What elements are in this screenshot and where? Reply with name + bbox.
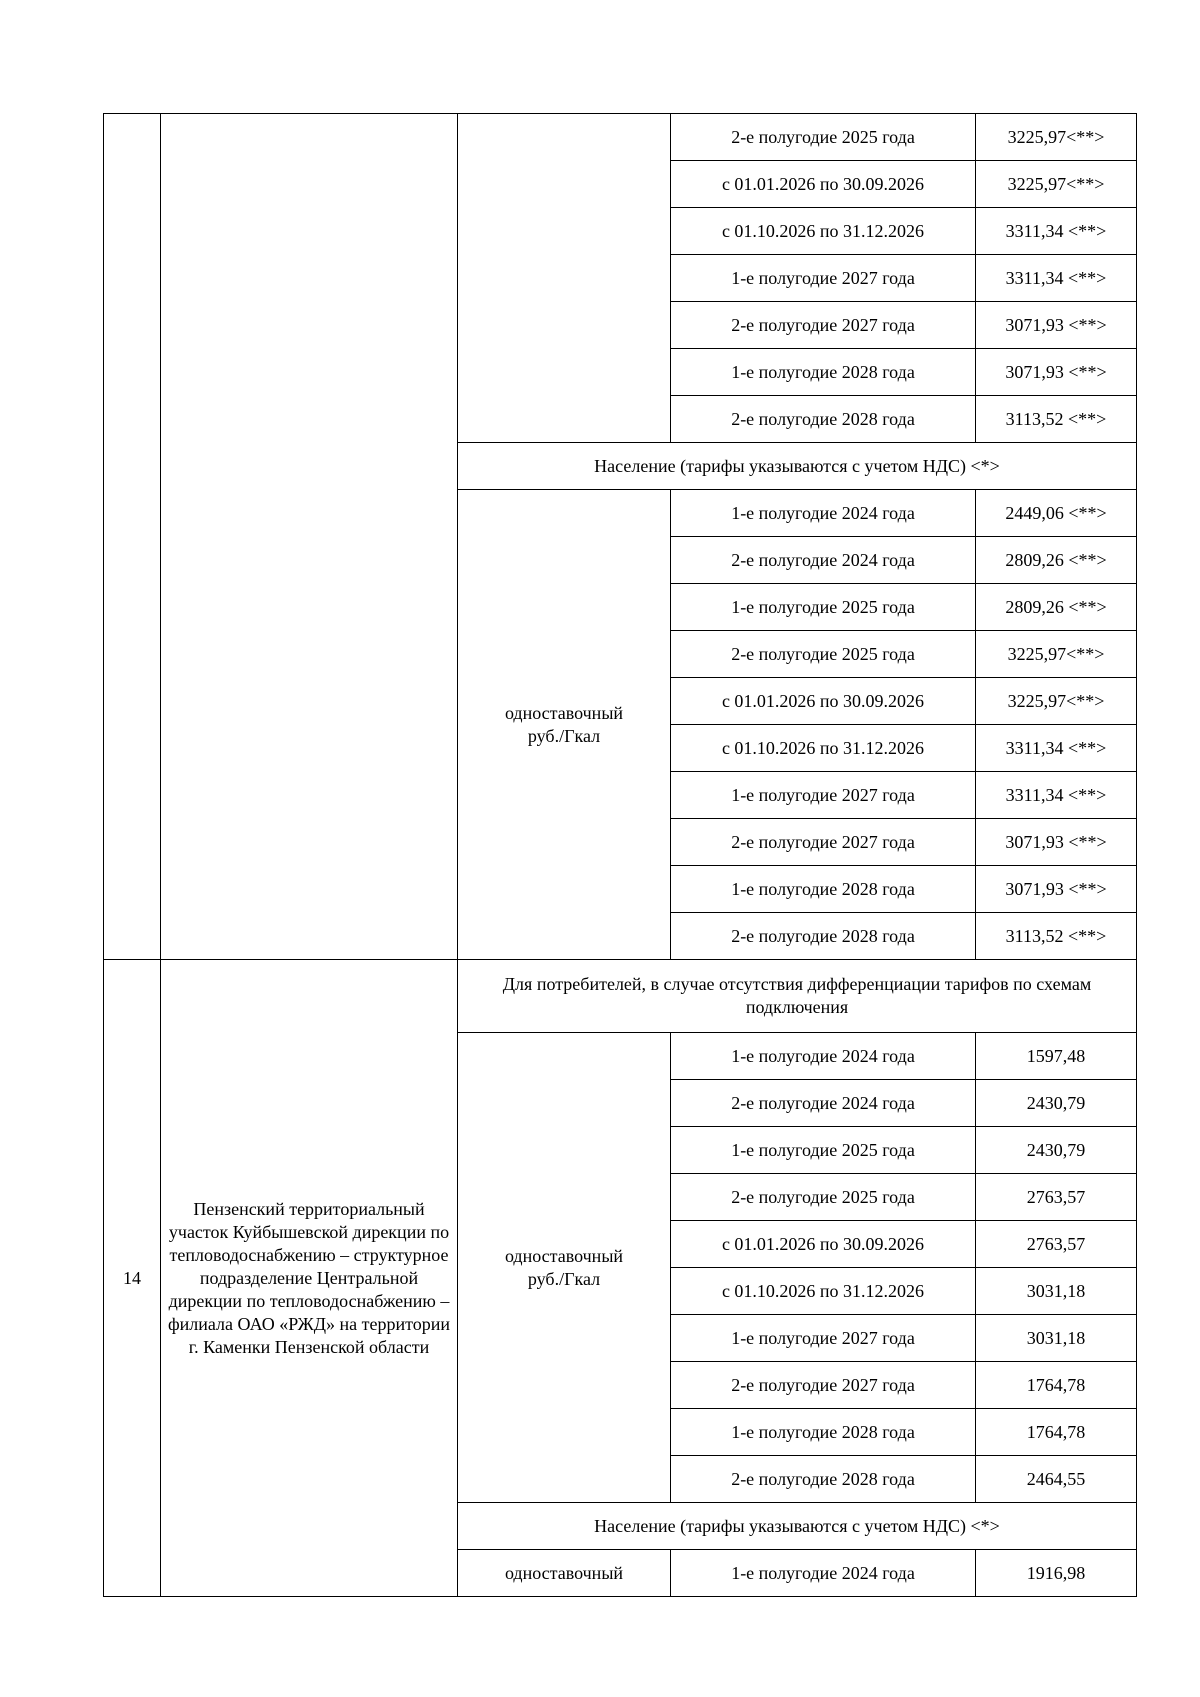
- period-cell: 1-е полугодие 2027 года: [671, 772, 976, 819]
- rate-unit-label: руб./Гкал: [527, 725, 601, 746]
- period-cell: 2-е полугодие 2028 года: [671, 913, 976, 960]
- value-cell: 2464,55: [976, 1456, 1137, 1503]
- rate-type-label: одноставочный: [504, 702, 624, 723]
- value-cell: 3311,34 <**>: [976, 725, 1137, 772]
- value-cell: 3225,97<**>: [976, 631, 1137, 678]
- value-cell: 3311,34 <**>: [976, 208, 1137, 255]
- period-cell: с 01.10.2026 по 31.12.2026: [671, 725, 976, 772]
- period-cell: 1-е полугодие 2025 года: [671, 584, 976, 631]
- value-cell: 3071,93 <**>: [976, 819, 1137, 866]
- period-cell: 1-е полугодие 2024 года: [671, 490, 976, 537]
- value-cell: 3071,93 <**>: [976, 866, 1137, 913]
- table-row: [104, 114, 1137, 161]
- value-cell: 3071,93 <**>: [976, 302, 1137, 349]
- period-cell: 2-е полугодие 2027 года: [671, 302, 976, 349]
- value-cell: 1916,98: [976, 1550, 1137, 1597]
- value-cell: 2763,57: [976, 1221, 1137, 1268]
- value-cell: 2809,26 <**>: [976, 584, 1137, 631]
- period-cell: 2-е полугодие 2028 года: [671, 1456, 976, 1503]
- period-cell: 2-е полугодие 2027 года: [671, 1362, 976, 1409]
- value-cell: 3071,93 <**>: [976, 349, 1137, 396]
- section-header-row: [104, 960, 1137, 1033]
- value-cell: 2430,79: [976, 1127, 1137, 1174]
- period-cell: 1-е полугодие 2028 года: [671, 349, 976, 396]
- period-cell: 2-е полугодие 2027 года: [671, 819, 976, 866]
- value-cell: 2763,57: [976, 1174, 1137, 1221]
- rate-type-cell: [458, 114, 671, 443]
- period-cell: 2-е полугодие 2028 года: [671, 396, 976, 443]
- population-header: Население (тарифы указываются с учетом НДС) <*>: [458, 443, 1137, 490]
- period-cell: 1-е полугодие 2028 года: [671, 1409, 976, 1456]
- period-cell: 1-е полугодие 2028 года: [671, 866, 976, 913]
- value-cell: 1764,78: [976, 1409, 1137, 1456]
- value-cell: 3225,97<**>: [976, 161, 1137, 208]
- period-cell: с 01.01.2026 по 30.09.2026: [671, 678, 976, 725]
- period-cell: с 01.01.2026 по 30.09.2026: [671, 161, 976, 208]
- period-cell: 2-е полугодие 2024 года: [671, 1080, 976, 1127]
- period-cell: 1-е полугодие 2024 года: [671, 1033, 976, 1080]
- consumers-header: Для потребителей, в случае отсутствия дифференциации тарифов по схемам подключения: [458, 960, 1137, 1033]
- population-header: Население (тарифы указываются с учетом НДС) <*>: [458, 1503, 1137, 1550]
- value-cell: 3031,18: [976, 1315, 1137, 1362]
- period-cell: 1-е полугодие 2027 года: [671, 255, 976, 302]
- value-cell: 3225,97<**>: [976, 114, 1137, 161]
- rate-type-label: одноставочный: [504, 1245, 624, 1266]
- row-number-cell: 14: [104, 960, 161, 1597]
- period-cell: 1-е полугодие 2025 года: [671, 1127, 976, 1174]
- period-cell: 2-е полугодие 2024 года: [671, 537, 976, 584]
- period-cell: 2-е полугодие 2025 года: [671, 631, 976, 678]
- rate-unit-label: руб./Гкал: [527, 1268, 601, 1289]
- rate-type-cell: [458, 1033, 671, 1503]
- organization-cell: Пензенский территориальный участок Куйбышевской дирекции по тепловодоснабжению – структурное подразделение Центральной дирекции по тепловодоснабжению – филиала ОАО «РЖД» на территории г. Каменки Пензенской области: [161, 960, 458, 1597]
- period-cell: с 01.10.2026 по 31.12.2026: [671, 1268, 976, 1315]
- value-cell: 1597,48: [976, 1033, 1137, 1080]
- period-cell: 2-е полугодие 2025 года: [671, 1174, 976, 1221]
- rate-type-cell: [458, 490, 671, 960]
- period-cell: с 01.10.2026 по 31.12.2026: [671, 208, 976, 255]
- value-cell: 2809,26 <**>: [976, 537, 1137, 584]
- value-cell: 3113,52 <**>: [976, 396, 1137, 443]
- value-cell: 3225,97<**>: [976, 678, 1137, 725]
- organization-cell: [161, 114, 458, 960]
- value-cell: 2449,06 <**>: [976, 490, 1137, 537]
- rate-type-cell: одноставочный: [458, 1550, 671, 1597]
- value-cell: 2430,79: [976, 1080, 1137, 1127]
- row-number-cell: [104, 114, 161, 960]
- period-cell: 1-е полугодие 2027 года: [671, 1315, 976, 1362]
- value-cell: 3113,52 <**>: [976, 913, 1137, 960]
- value-cell: 3311,34 <**>: [976, 772, 1137, 819]
- period-cell: 1-е полугодие 2024 года: [671, 1550, 976, 1597]
- value-cell: 3031,18: [976, 1268, 1137, 1315]
- value-cell: 3311,34 <**>: [976, 255, 1137, 302]
- period-cell: 2-е полугодие 2025 года: [671, 114, 976, 161]
- value-cell: 1764,78: [976, 1362, 1137, 1409]
- period-cell: с 01.01.2026 по 30.09.2026: [671, 1221, 976, 1268]
- tariff-table: [103, 113, 1137, 1597]
